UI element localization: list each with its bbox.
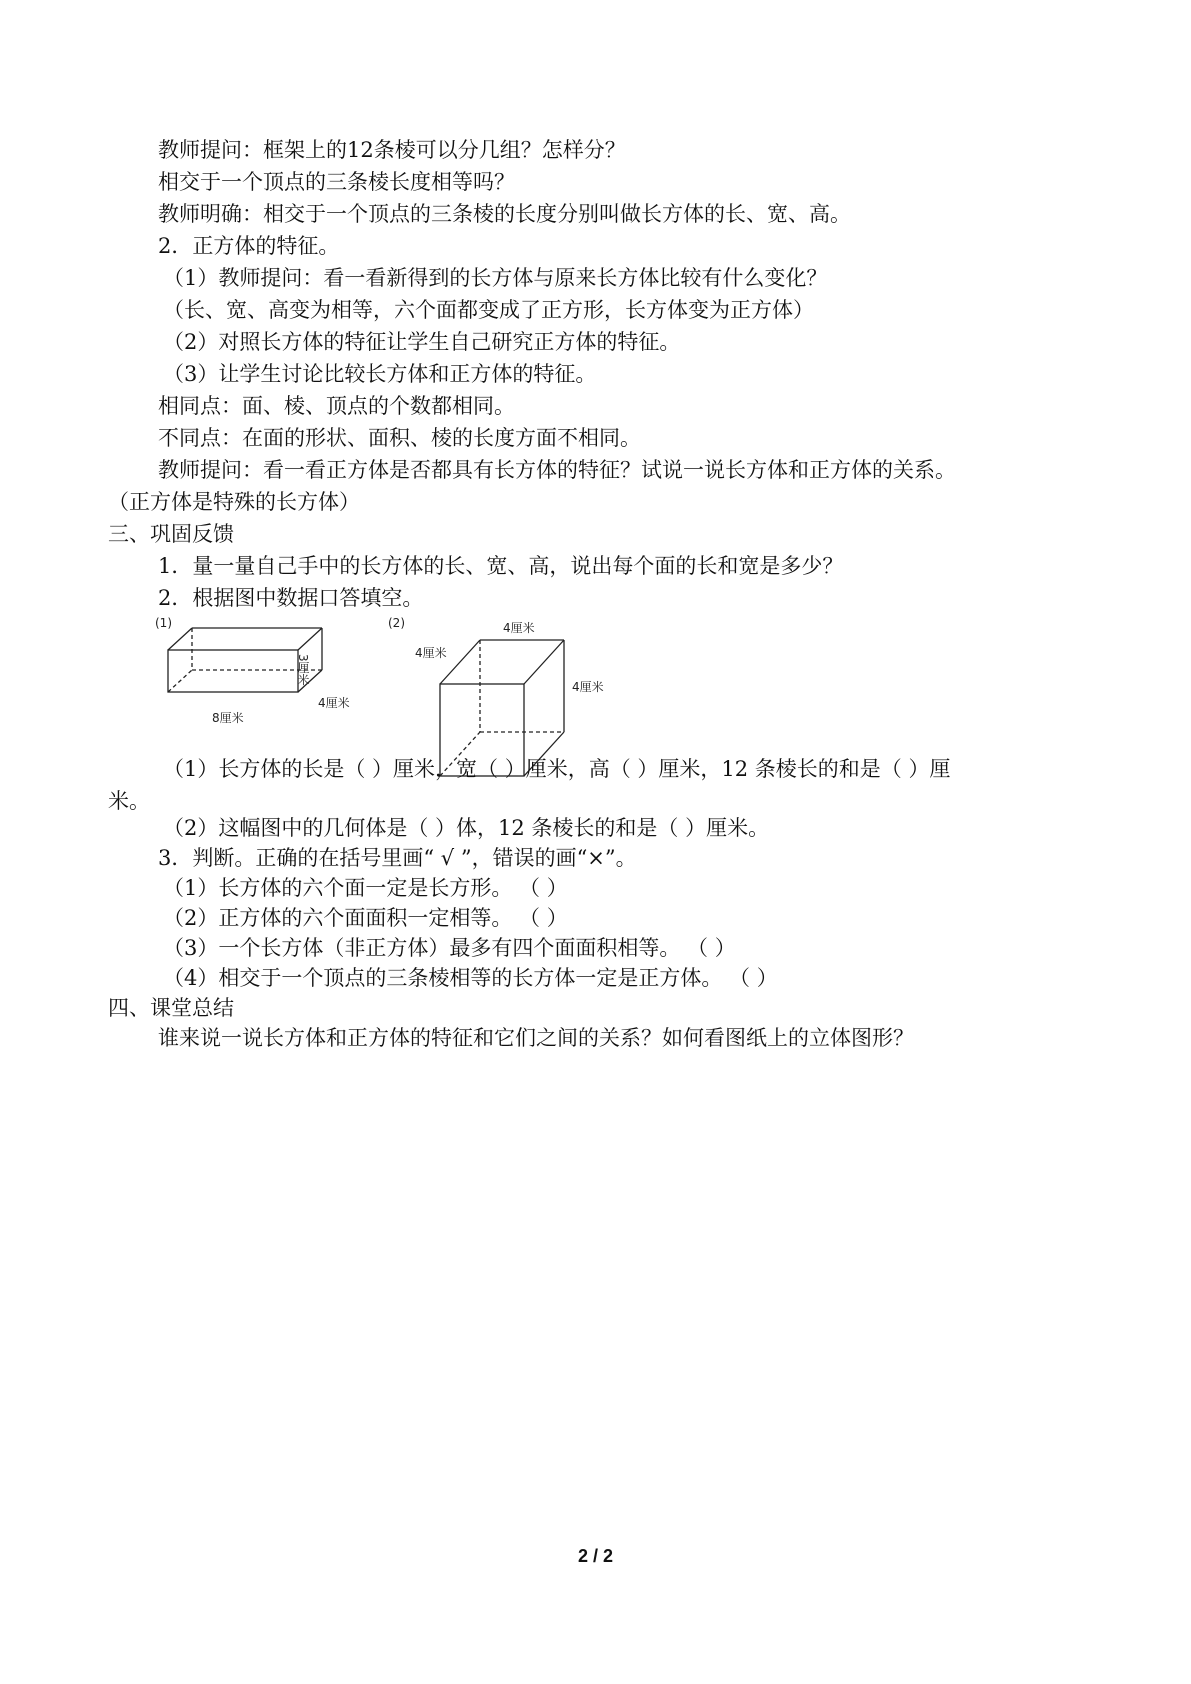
text-line: （3）让学生讨论比较长方体和正方体的特征。 (163, 362, 597, 386)
fig2-left-label: 4厘米 (415, 646, 447, 660)
text-line: 教师提问：框架上的12条棱可以分几组？怎样分？ (158, 138, 626, 162)
fig2-top-label: 4厘米 (503, 621, 535, 635)
section-heading-feedback: 三、巩固反馈 (108, 522, 234, 546)
text-line: 米。 (108, 789, 150, 813)
text-line: （4）相交于一个顶点的三条棱相等的长方体一定是正方体。 （ ） (163, 966, 778, 990)
fig1-length-label: 8厘米 (212, 711, 244, 725)
text-line: 教师提问：看一看正方体是否都具有长方体的特征？试说一说长方体和正方体的关系。 (158, 458, 956, 482)
page-number: 2 / 2 (577, 1546, 614, 1566)
fig1-height-label: 3厘米 (296, 654, 310, 686)
text-line: （长、宽、高变为相等，六个面都变成了正方形，长方体变为正方体） (163, 298, 814, 322)
text-line: 不同点：在面的形状、面积、棱的长度方面不相同。 (158, 426, 641, 450)
section-heading-cube: 2．正方体的特征。 (158, 234, 340, 258)
text-line: 2．根据图中数据口答填空。 (158, 586, 424, 610)
section-heading-summary: 四、课堂总结 (108, 996, 234, 1020)
text-line: 1．量一量自己手中的长方体的长、宽、高，说出每个面的长和宽是多少？ (158, 554, 844, 578)
text-line: （1）长方体的长是（ ）厘米，宽（ ）厘米，高（ ）厘米，12 条棱长的和是（ ）厘 (163, 757, 951, 781)
text-line: 相同点：面、棱、顶点的个数都相同。 (158, 394, 515, 418)
fig2-right-label: 4厘米 (572, 680, 604, 694)
fig2-label: (2) (388, 616, 405, 630)
text-line: （1）教师提问：看一看新得到的长方体与原来长方体比较有什么变化？ (163, 266, 828, 290)
text-line: （2）对照长方体的特征让学生自己研究正方体的特征。 (163, 330, 681, 354)
text-line: （3）一个长方体（非正方体）最多有四个面面积相等。 （ ） (163, 936, 736, 960)
text-line: （2）正方体的六个面面积一定相等。 （ ） (163, 906, 568, 930)
text-line: （正方体是特殊的长方体） (108, 490, 360, 514)
text-line: 教师明确：相交于一个顶点的三条棱的长度分别叫做长方体的长、宽、高。 (158, 202, 851, 226)
text-line: 谁来说一说长方体和正方体的特征和它们之间的关系？如何看图纸上的立体图形？ (158, 1026, 914, 1050)
text-line: （2）这幅图中的几何体是（ ）体，12 条棱长的和是（ ）厘米。 (163, 816, 770, 840)
fig1-width-label: 4厘米 (318, 696, 350, 710)
text-line: （1）长方体的六个面一定是长方形。 （ ） (163, 876, 568, 900)
fig1-label: (1) (155, 616, 172, 630)
text-line: 3．判断。正确的在括号里画“ √ ”，错误的画“×”。 (158, 846, 637, 870)
text-line: 相交于一个顶点的三条棱长度相等吗？ (158, 170, 515, 194)
